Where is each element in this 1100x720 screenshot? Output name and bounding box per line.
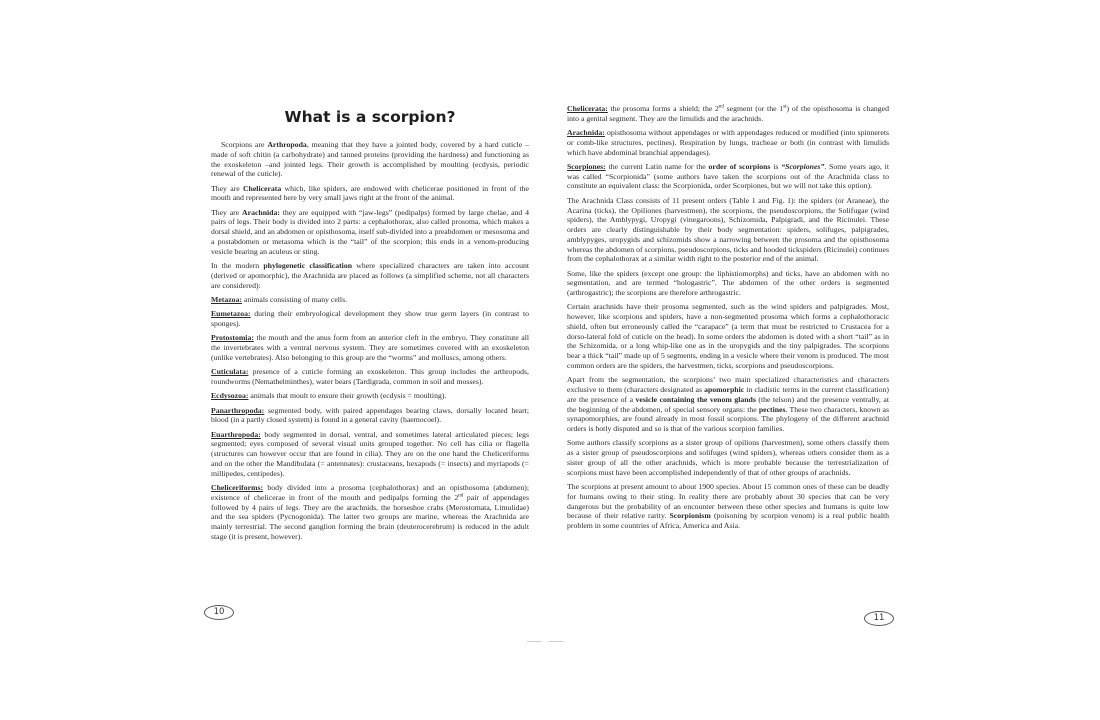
text-run: where specialized characters are taken into account (derived or apomorphic), the Arachnida are placed as follows (a simplified scheme, not all characters are considered): <box>211 261 529 290</box>
text-run: , meaning that they have a jointed body, covered by a hard cuticle –made of soft chitin (a carbohydrate) and tanned proteins (providing the hardness) and functioning as the exoskeleton –and jointed legs. Their growth is accomplished by moulting (ecdysis, periodic renewal of the cuticle). <box>211 140 529 179</box>
text-run: They are <box>211 207 243 217</box>
text-run: The Arachnida Class consists of 11 present orders (Table 1 and Fig. 1): the spiders (or Araneae), the Acarina (ticks), the Opiliones (harvestmen), the scorpions, the pseudoscorpions, the Solifugae (wind spiders), the Amblypygi, Uropygi (vinegaroons), Schizomida, Palpigradi, and the Ricinulei. These orders are clearly distinguishable by their body segmentation: spiders, solifuges, palpigrades, amblypyges, uropygids and schizomids show a narrowing between the prosoma and the opisthosoma whereas the abdomen of scorpions, pseudoscorpions, ticks and hooded tickspiders (Ricinulei) continues from the cephalothorax at a similar width right to the posterior end of the animal. <box>567 195 889 264</box>
gutter-marks <box>527 629 572 631</box>
text-run: the prosoma forms a shield; the 2 <box>607 104 719 113</box>
taxon-term: Panarthropoda: <box>211 405 265 415</box>
emphasis-text: Scorpionism <box>669 511 711 521</box>
body-paragraph <box>567 196 889 264</box>
text-run: is <box>770 161 782 171</box>
superscript: nd <box>718 104 724 110</box>
definition-paragraph <box>211 483 529 542</box>
body-paragraph <box>567 269 889 298</box>
text-run: Some authors classify scorpions as a sister group of opilions (harvestmen), some others classify them as a sister group of pseudoscorpions and solifuges (wind spiders), whereas others consider them as a sister group of all the other arachnids, which is more probable because the terrestrialization of scorpions must have been accomplished independently of that of other groups of arachnids. <box>567 438 889 477</box>
definition-paragraph <box>567 104 889 124</box>
definition-text: opisthosoma without appendages or with appendages reduced or modified (into spinnerets or comb-like structures, pectines). Respiration by lungs, tracheae or both (in contrast with limulids which have abdominal branchial appendages). <box>567 128 889 157</box>
taxon-term: Ecdysozoa: <box>211 391 249 401</box>
taxon-term: Scorpiones: <box>567 161 606 171</box>
definition-text: during their embryological development they show true germ layers (in contrast to sponges). <box>211 309 529 328</box>
body-paragraph <box>211 140 529 179</box>
page-title: What is a scorpion? <box>284 108 456 126</box>
taxon-term: Metazoa: <box>211 294 242 304</box>
taxon-term: Protostomia: <box>211 333 254 343</box>
text-run: The scorpions at present amount to about 1900 species. About 15 common ones of these can be deadly for humans owing to their sting. In reality there are probably about 30 species that can be very dangerous but the probability of an encounter between these other species and humans is quite low because of their relative rarity. <box>567 482 889 521</box>
superscript: st <box>783 104 787 110</box>
text-run: Scorpions are <box>221 140 268 149</box>
body-paragraph <box>211 261 529 290</box>
body-paragraph <box>567 482 889 531</box>
text-run: (poisoning by scorpion venom) is a real public health problem in some countries of Africa, America and Asia. <box>567 511 890 530</box>
emphasis-text: vesicle containing the venom glands <box>635 394 756 404</box>
definition-paragraph <box>211 367 529 387</box>
text-run: Certain arachnids have their prosoma segmented, such as the wind spiders and palpigrades. Most, however, like scorpions and spiders, have a non-segmented prosoma which forms a cephalothoracic shield, often but erroneously called the “carapace” (a term that must be restricted to Crustacea for a dorso-lateral fold of cuticle on the head). In some orders the abdomen is doted with a short “tail” as in the Schizomida, or a long whip-like one as in the uropygids and the tiny palpigrades. The scorpions bear a thick “tail” made up of 5 segments, ending in a vesicle where their venom is produced. The most common orders are the spiders, the harvestmen, ticks, scorpions and pseudoscorpions. <box>567 302 889 370</box>
text-run: Some, like the spiders (except one group: the liphistiomorphs) and ticks, have an abdomen with no segmentation, and are termed “hologastric”. The abdomen of the other orders is segmented (arthrogastric); the scorpions are therefore arthrogastric. <box>567 268 889 298</box>
definition-paragraph <box>567 128 889 157</box>
emphasis-text: apomorphic <box>704 385 745 395</box>
emphasis-text: Arthropoda <box>267 140 307 149</box>
text-run: body divided into a prosoma (cephalothorax) and an opisthosoma (abdomen); existence of chelicerae in front of the mouth and pedipalps forming the 2 <box>211 483 529 502</box>
text-run: in cladistic terms in the current classification) are the presence of a <box>567 385 890 404</box>
definition-paragraph <box>211 309 529 329</box>
taxon-term: Euarthropoda: <box>211 429 261 439</box>
definition-paragraph <box>211 391 529 401</box>
definition-paragraph <box>211 406 529 426</box>
page-number-right: 11 <box>864 611 894 626</box>
text-run: they are equipped with “jaw-legs” (pedipalps) formed by large chelae, and 4 pairs of legs. Their body is divided into 2 parts: a cephalothorax, also called prosoma, which makes a dorsal shield, and an abdomen or opisthosoma, itself sub-divided into a preabdomen or mesosoma and a postabdomen or metasoma which is the “tail” of the scorpion; this ends in a venom-producing vesicle bearing an aculeus or sting. <box>211 207 529 256</box>
text-run: In the modern <box>211 261 264 271</box>
text-run: which, like spiders, are endowed with chelicerae positioned in front of the mouth and represented here by very small jaws right at the front of the animal. <box>211 183 529 203</box>
emphasis-text: phylogenetic classification <box>263 261 353 271</box>
definition-paragraph <box>567 162 889 191</box>
definition-paragraph <box>211 333 529 362</box>
body-paragraph <box>567 302 889 370</box>
emphasis-text: Chelicerata <box>242 183 282 193</box>
definition-text: animals consisting of many cells. <box>241 294 348 304</box>
text-run: . Some years ago, it was called “Scorpionida” (some authors have taken the scorpions out of the Arachnida class to constitute an equivalent class: the Scorpionida, order Scorpiones, but we will not take this option). <box>567 161 889 191</box>
text-run: Apart from the segmentation, the scorpions’ two main specialized characteristics and characters exclusive to them (characters designated as <box>567 375 889 395</box>
emphasis-text: Arachnida: <box>242 207 280 217</box>
body-paragraph <box>211 208 529 257</box>
taxon-term: Cuticulata: <box>211 367 249 377</box>
body-paragraph <box>211 184 529 204</box>
superscript: nd <box>458 493 464 499</box>
body-paragraph <box>567 375 889 434</box>
definition-text: animals that moult to ensure their growth (ecdysis = moulting). <box>248 391 447 401</box>
definition-text: body segmented in dorsal, ventral, and sometimes lateral articulated pieces; legs segmented; eyes composed of several visual units grouped together. No cell has cilia or flagella (structures can however occur that are found in cilia). They are on the one hand the Cheliceriforms and on the other the Mandibulata (= antennates): crustaceans, hexapods (= insects) and myriapods (= millipedes, centipedes). <box>211 429 529 478</box>
definition-paragraph <box>211 430 529 479</box>
right-text-column <box>567 104 889 535</box>
text-run: (the telson) and the presence ventrally, at the beginning of the abdomen, of special sensory organs: the <box>567 394 889 414</box>
taxon-term: Chelicerata: <box>567 104 608 113</box>
definition-text: the mouth and the anus form from an anterior cleft in the embryo. They constitute all the invertebrates with a ventral nervous system. They are sometimes covered with an exoskeleton (unlike vertebrates). Also belonging to this group are the “worms” and molluscs, among others. <box>211 333 529 362</box>
taxon-term: Cheliceriforms: <box>211 483 264 493</box>
definition-text: segmented body, with paired appendages bearing claws, dorsally located heart; blood (in a partly closed system) is found in a general cavity (haemocoel). <box>211 405 529 425</box>
definition-text: presence of a cuticle forming an exoskeleton. This group includes the arthropods, roundworms (Nemathelminthes), water bears (Tardigrada, common in soil and mosses). <box>211 367 529 386</box>
body-paragraph <box>567 438 889 477</box>
taxon-term: Arachnida: <box>567 128 605 138</box>
text-run: the current Latin name for the <box>605 161 709 171</box>
text-run: . These two characters, known as synapomorphies, are found already in most fossil scorpions. The phylogeny of the different arachnid orders is hotly disputed and so is that of the various scorpion families. <box>567 404 889 434</box>
definition-paragraph <box>211 295 529 305</box>
emphasis-text: order of scorpions <box>708 161 771 171</box>
emphasis-text: pectines <box>758 404 786 414</box>
text-run: pair of appendages followed by 4 pairs of legs. They are the arachnids, the horseshoe crabs (Merostomata, Limulidae) and the sea spiders (Pycnogonida). The latter two groups are marine, whereas the Arachnida are mainly terrestrial. The second ganglion forming the brain (deuterocerebrum) is reduced in the adult stage (it is present, however). <box>211 492 529 541</box>
text-run: ) of the opisthosoma is changed into a genital segment. They are the limulids and the arachnids. <box>567 104 889 123</box>
left-text-column <box>211 140 529 546</box>
text-run: They are <box>211 183 243 193</box>
emphasis-text: “Scorpiones” <box>781 161 825 171</box>
page-number-left: 10 <box>204 605 234 620</box>
taxon-term: Eumetazoa: <box>211 309 251 319</box>
text-run: segment (or the 1 <box>723 104 784 113</box>
